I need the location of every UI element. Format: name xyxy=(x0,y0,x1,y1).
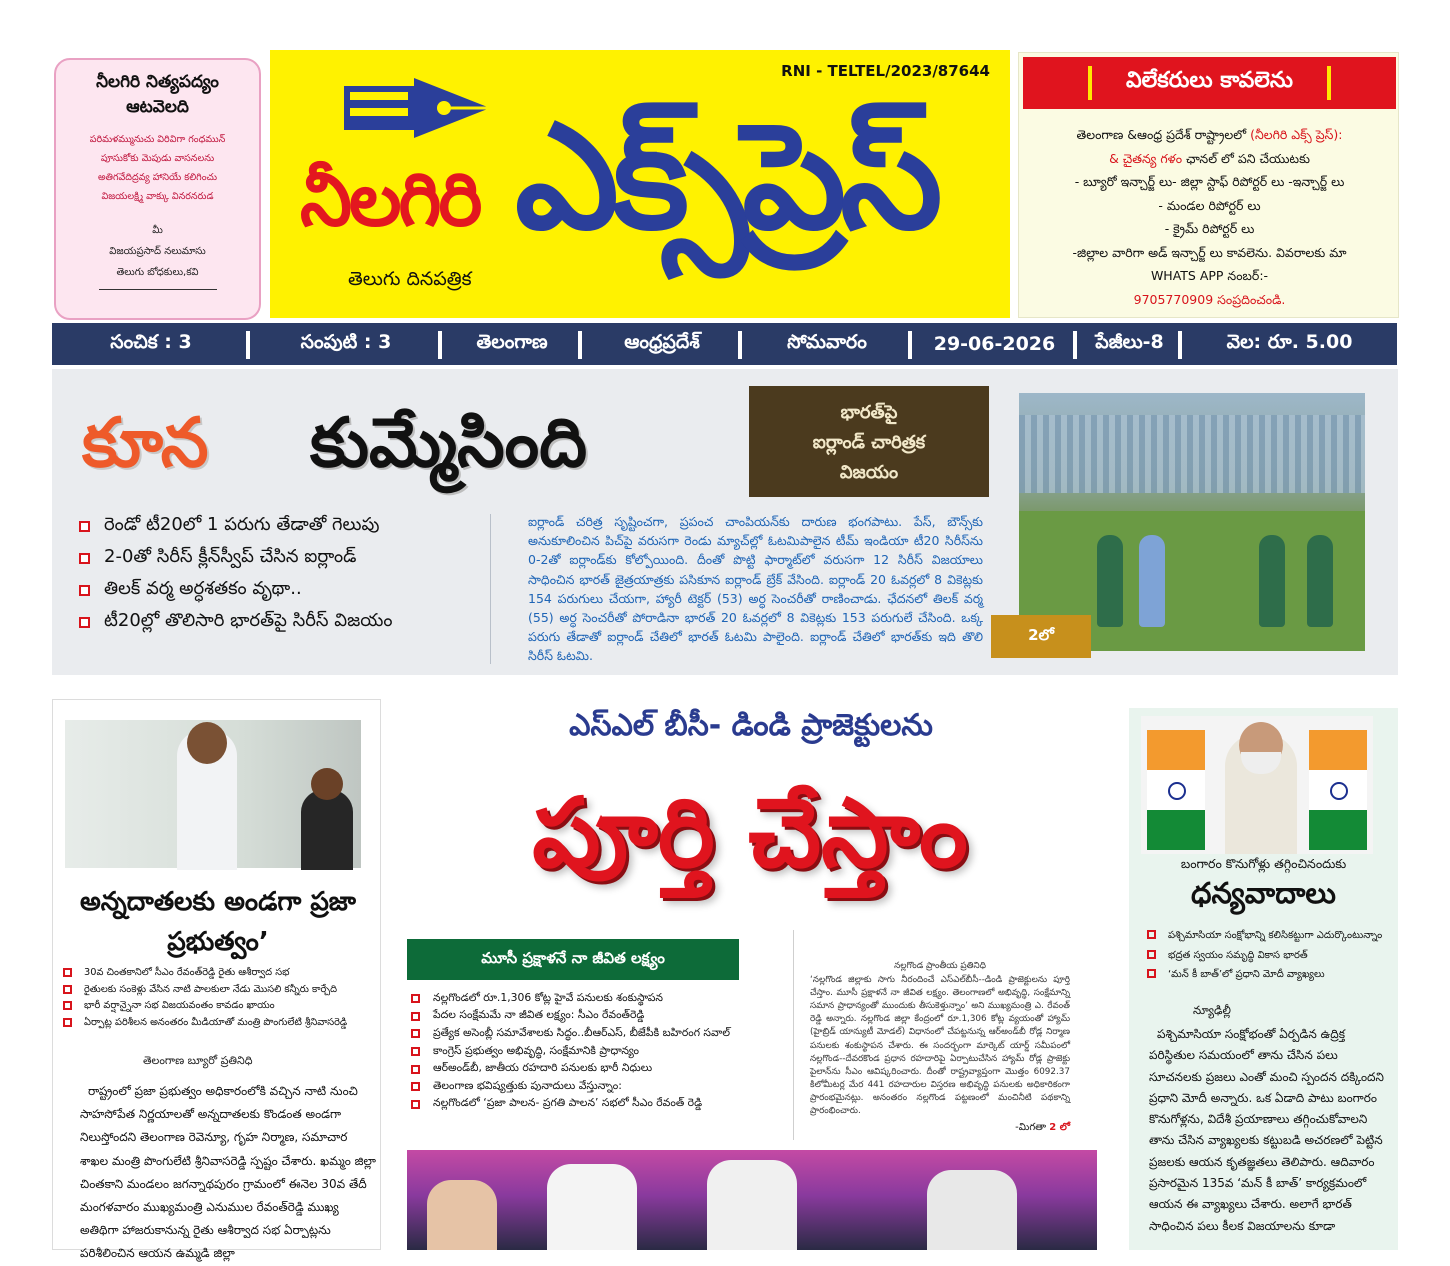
bullet-square-icon xyxy=(79,553,90,564)
list-item xyxy=(411,1096,803,1114)
bullet-text: రైతులకు సంకెళ్లు వేసిన నాటి పాలకులా నేడు మొసలి కన్నీరు కార్చేది xyxy=(84,983,338,995)
farmers-story xyxy=(52,699,381,1261)
pm-highlights xyxy=(1147,926,1387,985)
bullet-square-icon xyxy=(63,1018,72,1027)
bullet-text: పేదల సంక్షేమమే నా జీవిత లక్ష్యం: సీఎం రేవంత్‌రెడ్డి xyxy=(433,1008,645,1022)
bullet-square-icon xyxy=(411,994,420,1003)
weekday: సోమవారం xyxy=(742,323,912,365)
ad-body xyxy=(1029,123,1390,311)
crowd-figure xyxy=(927,1170,1017,1250)
poem-divider xyxy=(99,289,217,290)
poem-line: విజయలక్ష్మి వాక్కు వినరనరుడ xyxy=(101,191,214,202)
poem-line: పరిమళమ్మునుచు విరివిగా గంధమున్ xyxy=(89,134,226,145)
bullet-text: భారీ వర్షాన్నైనా సభ విజయవంతం కావడం ఖాయం xyxy=(84,1000,275,1011)
list-item xyxy=(411,1025,803,1043)
rni-number: RNI - TELTEL/2023/87644 xyxy=(781,62,990,80)
farmers-story-body: రాష్ట్రంలో ప్రజా ప్రభుత్వం అధికారంలోకి వచ్చిన నాటి నుంచి సాహసోపేత నిర్ణయాలతో అన్నదాతలకు కొండంత అండగా నిలుస్తోందని తెలంగాణ రెవెన్యూ, గృహ నిర్మాణ, సమాచార శాఖల మంత్రి పొంగులేటి శ్రీనివాసరెడ్డి స్పష్టం చేశారు. ఖమ్మం జిల్లా చింతకాని మండలం జగన్నాథపురం గ్రామంలో ఈనెల 30వ తేదీ మంగళవారం ముఖ్యమంత్రి ఎనుముల రేవంత్‌రెడ్డి ముఖ్య అతిథిగా హాజరుకానున్న రైతు ఆశీర్వాద సభ ఏర్పాట్లను పరిశీలించిన ఆయన ఉమ్మడి జిల్లా xyxy=(80,1084,376,1261)
ad-line: - మండల రిపోర్టర్ లు xyxy=(1158,197,1261,213)
pm-dateline: న్యూఢిల్లీ xyxy=(1193,1003,1231,1017)
lead-story xyxy=(810,960,1070,1134)
ad-heading xyxy=(1023,57,1396,109)
india-flag xyxy=(1147,730,1205,850)
ad-line: తెలంగాణ &ఆంధ్ర ప్రదేశ్ రాష్ట్రాలలో xyxy=(1076,127,1247,142)
state-telangana: తెలంగాణ xyxy=(442,323,582,365)
bullet-text: కాంగ్రెస్ ప్రభుత్వం అభివృద్ధి, సంక్షేమానికి ప్రాధాన్యం xyxy=(433,1043,640,1057)
bullet-square-icon xyxy=(1147,969,1156,978)
pm-photo xyxy=(1141,716,1373,854)
bullet-text: ‘మన్ కీ బాత్’లో ప్రధాని మోదీ వ్యాఖ్యలు xyxy=(1168,969,1325,981)
ad-line: సంప్రదించండి. xyxy=(1217,291,1286,307)
list-item xyxy=(79,510,504,542)
fountain-pen-nib-icon xyxy=(340,68,500,158)
list-item xyxy=(63,965,375,982)
issue-number: సంచిక : 3 xyxy=(52,323,250,365)
minister-photo xyxy=(65,720,361,868)
column-divider xyxy=(793,930,794,1140)
list-item xyxy=(1147,965,1387,985)
volume-number: సంపుటి : 3 xyxy=(250,323,442,365)
kicker-line: భారత్‌పై xyxy=(840,402,898,423)
ad-heading-bar xyxy=(1327,66,1331,100)
lead-story-body: ‘నల్లగొండ జిల్లాకు సాగు నీరందించే ఎస్ఎల్‌బీసీ--డిండి ప్రాజెక్టులను పూర్తి చేస్తాం. మూసీ ప్రక్షాళనే నా జీవిత లక్ష్యం. తెలంగాణలో అభివృద్ధి, సంక్షేమాన్ని సమాన ప్రాధాన్యంతో ముందుకు తీసుకెళ్తున్నాం’ అని ముఖ్యమంత్రి ఎ. రేవంత్ రెడ్డి అన్నారు. నల్లగొండ జిల్లా కేంద్రంలో రూ.1,306 కోట్ల వ్యయంతో హ్యామ్ (హైబ్రిడ్ యాన్యుటీ మోడల్) విధానంలో చేపట్టనున్న ఆర్అండ్‌బీ రోడ్ల నిర్మాణ పనులకు శంకుస్థాపన చేశారు. ఈ సందర్భంగా మార్కెట్ యార్డ్ సమీపంలో నల్లగొండ--దేవరకొండ ప్రధాన రహదారిపై ఏర్పాటుచేసిన హ్యామ్ రోడ్ల ప్రాజెక్టు పైలాన్‌ను సీఎం ఆవిష్కరించారు. దీంతో రాష్ట్రవ్యాప్తంగా మొత్తం 6092.37 కిలోమీటర్ల మేర 441 రహదారుల విస్తరణ అభివృద్ధి పనులకు అధికారికంగా ప్రారంభమైనట్లు. అనంతరం నల్లగొండ పట్టణంలో మంచినీటి పథకాన్ని ప్రారంభించారు. xyxy=(810,975,1070,1117)
lead-headline: పూర్తి చేస్తాం xyxy=(532,776,968,889)
continued-label: -మిగతా xyxy=(1015,1122,1047,1134)
cricket-story-body: ఐర్లాండ్ చరిత్ర సృష్టించగా, ప్రపంచ చాంపియన్‌కు దారుణ భంగపాటు. పేస్, బౌన్స్‌కు అనుకూలించిన పిచ్‌పై వరుసగా రెండు మ్యాచ్‌ల్లో ఓటమిపాలైన టీమ్ ఇండియా టీ20 సిరీస్‌ను 0-2తో ఐర్లాండ్‌కు కోల్పోయింది. దీంతో పొట్టి ఫార్మాట్‌లో వరుసగా 12 సిరీస్ విజయాలు సాధించిన భారత్ జైత్రయాత్రకు పసికూన ఐర్లాండ్ బ్రేక్ వేసింది. ఐర్లాండ్ 20 ఓవర్లలో 8 వికెట్లకు 154 పరుగులు చేయగా, హ్యారీ టెక్టర్ (53) అర్ధ సెంచరీతో రాణించాడు. ఛేదనలో తిలక్ వర్మ (55) అర్ధ సెంచరీతో పోరాడినా భారత్ 20 ఓవర్లలో 8 వికెట్లకు 153 పరుగులే చేసింది. ఒక్క పరుగు తేడాతో ఐర్లాండ్ చేతిలో భారత్ ఓటమి పాలైంది. ఐర్లాండ్ చేతిలో భారత్‌కు ఇది తొలి సిరీస్ ఓటమి. xyxy=(528,514,983,664)
lead-tagline: మూసీ ప్రక్షాళనే నా జీవిత లక్ష్యం xyxy=(407,939,739,980)
bullet-square-icon xyxy=(411,1029,420,1038)
ad-line: ఛానల్ లో పని చేయుటకు xyxy=(1186,150,1310,166)
poem-line: అతిగవేదిద్రవ్య హానియే కలిగించు xyxy=(97,172,218,183)
bullet-text: రెండో టీ20లో 1 పరుగు తేడాతో గెలుపు xyxy=(104,513,380,535)
bullet-square-icon xyxy=(1147,930,1156,939)
lead-dateline: నల్లగొండ ప్రాంతీయ ప్రతినిధి xyxy=(894,961,986,971)
list-item xyxy=(411,990,803,1008)
ad-phone: 9705770909 xyxy=(1133,291,1214,307)
brand-subtitle: తెలుగు దినపత్రిక xyxy=(348,268,472,290)
bullet-square-icon xyxy=(79,585,90,596)
bullet-square-icon xyxy=(79,521,90,532)
state-andhra-pradesh: ఆంధ్రప్రదేశ్ xyxy=(582,323,742,365)
bullet-text: 2-0తో సిరీస్ క్లీన్‌స్వీప్ చేసిన ఐర్లాండ్ xyxy=(104,545,357,567)
stadium-crowd xyxy=(1019,415,1365,493)
bullet-text: తిలక్ వర్మ అర్ధశతకం వృథా.. xyxy=(104,577,302,599)
list-item xyxy=(411,1060,803,1078)
bullet-text: నల్లగొండలో రూ.1,306 కోట్ల హైవే పనులకు శంకుస్థాపన xyxy=(433,990,664,1004)
ad-line: - బ్యూరో ఇన్చార్జ్ లు- జిల్లా స్టాఫ్ రిపోర్టర్ లు -ఇన్చార్జ్ లు xyxy=(1074,174,1345,189)
list-item xyxy=(63,982,375,999)
player-figure xyxy=(1097,535,1123,627)
ad-line-highlight: & చైతన్య గళం xyxy=(1109,150,1183,166)
ad-line-highlight: (నీలగిరి ఎక్స్ ప్రెస్): xyxy=(1250,127,1343,142)
kicker-line: ఐర్లాండ్ చారిత్రక xyxy=(812,432,926,453)
list-item xyxy=(411,1078,803,1096)
column-divider xyxy=(490,514,491,664)
list-item xyxy=(79,542,504,574)
player-figure xyxy=(1139,535,1165,627)
bullet-square-icon xyxy=(411,1012,420,1021)
price: వెల: రూ. 5.00 xyxy=(1226,330,1353,353)
india-flag xyxy=(1309,730,1367,850)
edition-date: 29-06-2026 xyxy=(912,323,1077,365)
bullet-square-icon xyxy=(411,1082,420,1091)
list-item xyxy=(1147,946,1387,966)
daily-poem-box xyxy=(54,58,261,320)
bullet-text: తెలంగాణ భవిష్యత్తుకు పునాదులు వేస్తున్నాం: xyxy=(433,1078,622,1092)
list-item xyxy=(63,1015,375,1032)
list-item xyxy=(411,1043,803,1061)
kicker-line: విజయం xyxy=(839,462,899,483)
bullet-text: టీ20ల్లో తొలిసారి భారత్‌పై సిరీస్ విజయం xyxy=(104,609,393,631)
continued-note xyxy=(810,1121,1070,1134)
poem-author-name: విజయప్రసాద్ నలుమాసు xyxy=(109,246,206,257)
cricket-headline-part1: కూన xyxy=(82,403,209,483)
farmers-dateline: తెలంగాణ బ్యూరో ప్రతినిధి xyxy=(143,1054,253,1067)
bullet-text: ఏర్పాట్ల పరిశీలన అనంతరం మీడియాతో మంత్రి పొంగులేటి శ్రీనివాసరెడ్డి xyxy=(84,1016,348,1028)
poem-author-role: తెలుగు బోధకులు,కవి xyxy=(116,267,199,278)
cricket-story-section xyxy=(52,369,1398,675)
bullet-square-icon xyxy=(63,968,72,977)
crowd-figure xyxy=(707,1160,797,1250)
pm-kicker: బంగారం కొనుగోళ్లు తగ్గించినందుకు xyxy=(1180,856,1347,871)
ad-line: - క్రైమ్ రిపోర్టర్ లు xyxy=(1164,221,1255,236)
bullet-text: ఆర్అండ్‌బీ, జాతీయ రహదారి పనులకు భారీ నిధులు xyxy=(433,1061,653,1075)
list-item xyxy=(79,574,504,606)
cricket-photo xyxy=(1019,393,1365,651)
bullet-square-icon xyxy=(1147,950,1156,959)
edition-info-bar xyxy=(52,323,1397,365)
list-item xyxy=(63,998,375,1015)
list-item xyxy=(411,1008,803,1026)
farmers-highlights xyxy=(63,965,375,1031)
bullet-text: ప్రత్యేక అసెంబ్లీ సమావేశాలకు సిద్ధం..బీఆర్ఎస్, బీజేపీకి బహిరంగ సవాల్ xyxy=(433,1025,730,1039)
newspaper-logo xyxy=(270,50,1010,318)
ad-line: WHATS APP నంబర్:- xyxy=(1150,268,1269,283)
cricket-kicker-box xyxy=(749,386,989,497)
crowd-figure xyxy=(427,1180,497,1250)
bystander-figure xyxy=(301,790,353,870)
list-item xyxy=(1147,926,1387,946)
poem-author-prefix: మీ xyxy=(152,225,163,236)
page-count: పేజీలు-8 xyxy=(1077,323,1182,365)
bullet-text: పశ్చిమాసియా సంక్షోభాన్ని కలిసికట్టుగా ఎదుర్కొంటున్నాం xyxy=(1168,930,1383,941)
ad-heading-text: విలేకరులు కావలెను xyxy=(1126,68,1293,93)
brand-name-red: నీలగిరి xyxy=(300,157,480,243)
ad-line: -జిల్లాల వారిగా అడ్ ఇన్చార్జ్ లు కావలెను. వివరాలకు మా xyxy=(1072,244,1347,260)
bullet-text: 30వ చింతకానిలో సీఎం రేవంత్‌రెడ్డి రైతు ఆశీర్వాద సభ xyxy=(84,967,290,978)
crowd-figure xyxy=(547,1164,637,1250)
pm-headline: ధన్యవాదాలు xyxy=(1191,876,1336,910)
continued-page-badge: 2లో xyxy=(991,615,1091,658)
bullet-square-icon xyxy=(411,1100,420,1109)
bullet-square-icon xyxy=(63,1001,72,1010)
player-figure xyxy=(1307,535,1333,627)
ad-heading-bar xyxy=(1088,66,1092,100)
reporters-wanted-ad xyxy=(1018,52,1399,318)
bullet-square-icon xyxy=(411,1047,420,1056)
continued-page: 2 లో xyxy=(1049,1122,1070,1134)
list-item xyxy=(79,606,504,638)
bullet-square-icon xyxy=(63,985,72,994)
lead-kicker: ఎస్ఎల్ బీసీ- డిండి ప్రాజెక్టులను xyxy=(569,708,933,743)
pm-story xyxy=(1129,708,1398,1250)
cricket-highlights xyxy=(79,510,504,638)
poem-title: నీలగిరి నిత్యపద్యం xyxy=(96,72,219,92)
bullet-text: నల్లగొండలో ‘ప్రజా పాలన- ప్రగతి పాలన’ సభలో సీఎం రేవంత్ రెడ్డి xyxy=(433,1096,703,1110)
speaker-head xyxy=(187,722,227,764)
rally-photo xyxy=(407,1150,1097,1250)
cricket-headline-part2: కుమ్మేసింది xyxy=(310,403,588,483)
lead-highlights xyxy=(411,990,803,1113)
farmers-headline: అన్నదాతలకు అండగా ప్రజా ప్రభుత్వం’ xyxy=(80,887,356,957)
pm-story-body: పశ్చిమాసియా సంక్షోభంతో ఏర్పడిన ఉద్రిక్త పరిస్థితుల సమయంలో తాను చేసిన పలు సూచనలకు ప్రజలు ఎంతో మంచి స్పందన దక్కిందని ప్రధాని మోదీ అన్నారు. ఒక ఏడాది పాటు బంగారం కొనుగోళ్లను, విదేశీ ప్రయాణాలు తగ్గించుకోవాలని తాను చేసిన వ్యాఖ్యలకు కట్టుబడి అచరణలో పెట్టిన ప్రజలకు ఆయన కృతజ్ఞతలు తెలిపారు. ఆదివారం ప్రసారమైన 135వ ‘మన్ కీ బాత్’ కార్యక్రమంలో ఆయన ఈ వ్యాఖ్యలు చేశారు. అలాగే భారత్ సాధించిన పలు కీలక విజయాలను కూడా xyxy=(1149,1027,1384,1233)
bystander-head xyxy=(311,768,343,800)
player-figure xyxy=(1259,535,1285,627)
poem-line: పూసుకోకు మెపుడు వాసనలను xyxy=(100,153,215,164)
bullet-square-icon xyxy=(79,617,90,628)
brand-name-blue: ఎక్స్‌ప్రెస్ xyxy=(515,91,937,262)
poem-meter: ఆటవెలది xyxy=(126,97,189,117)
bullet-square-icon xyxy=(411,1065,420,1074)
bullet-text: భద్రత స్వయం సమృద్ధి వికాస భారత్ xyxy=(1168,949,1308,961)
